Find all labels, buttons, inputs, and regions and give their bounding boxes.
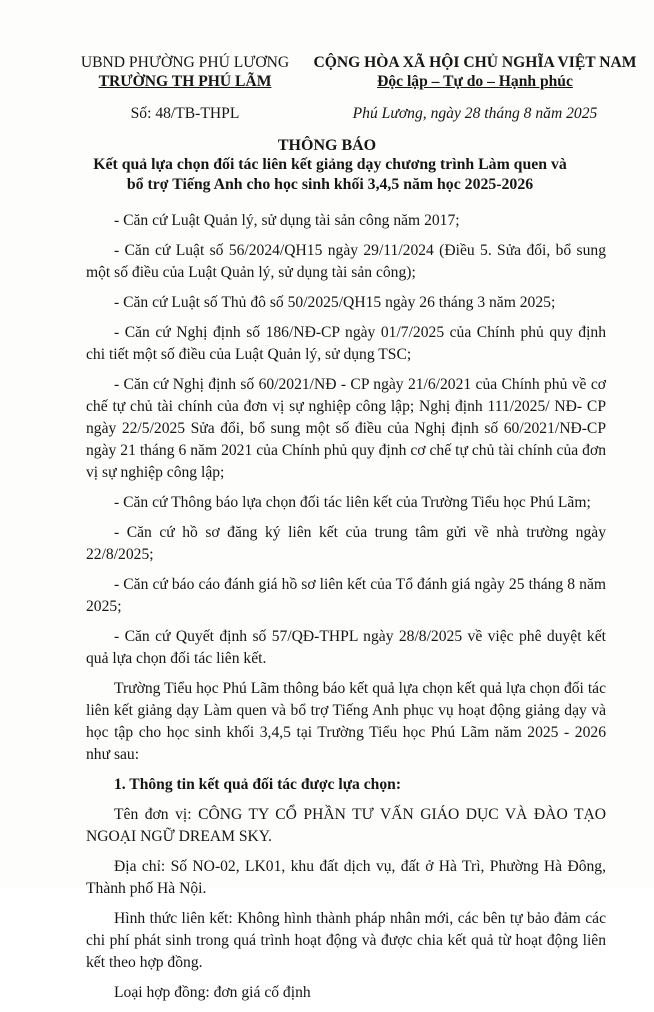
header-row-3	[0, 103, 654, 123]
header-row-2	[0, 71, 654, 91]
paragraph: - Căn cứ Luật số Thủ đô số 50/2025/QH15 ngày 26 tháng 3 năm 2025;	[114, 294, 556, 311]
section-heading: 1. Thông tin kết quả đối tác được lựa chọn:	[114, 776, 402, 793]
paragraph: Trường Tiểu học Phú Lãm thông báo kết quả lựa chọn kết quả lựa chọn đối tác liên kết giảng dạy Làm quen và bổ trợ Tiếng Anh phục vụ hoạt động giảng dạy và học tập cho học sinh khối 3,4,5 tại Trường Tiểu học Phú Lãm năm 2025 - 2026 như sau:	[86, 680, 606, 763]
issuing-agency: UBND PHƯỜNG PHÚ LƯƠNG	[80, 54, 290, 71]
paragraph: - Căn cứ Luật Quản lý, sử dụng tài sản công năm 2017;	[114, 212, 460, 229]
header-row-1	[0, 52, 654, 72]
national-motto: Độc lập – Tự do – Hạnh phúc	[377, 73, 573, 90]
document-title: THÔNG BÁO	[277, 137, 377, 154]
paragraph: - Căn cứ báo cáo đánh giá hồ sơ liên kết của Tổ đánh giá ngày 25 tháng 8 năm 2025;	[86, 576, 606, 615]
paragraph: - Căn cứ hồ sơ đăng ký liên kết của trung tâm gửi về nhà trường ngày 22/8/2025;	[86, 524, 606, 563]
partner-unit-name: Tên đơn vị: CÔNG TY CỔ PHẦN TƯ VẤN GIÁO DỤC VÀ ĐÀO TẠO NGOẠI NGỮ DREAM SKY.	[86, 806, 606, 845]
partner-address: Địa chỉ: Số NO-02, LK01, khu đất dịch vụ, đất ở Hà Trì, Phường Hà Đông, Thành phố Hà Nội.	[86, 858, 606, 897]
republic-name: CỘNG HÒA XÃ HỘI CHỦ NGHĨA VIỆT NAM	[313, 54, 637, 71]
paragraph: - Căn cứ Luật số 56/2024/QH15 ngày 29/11/2024 (Điều 5. Sửa đổi, bổ sung một số điều của Luật Quản lý, sử dụng tài sản công);	[86, 242, 606, 281]
school-name: TRƯỜNG TH PHÚ LÃM	[98, 73, 272, 90]
paragraph: - Căn cứ Nghị định số 186/NĐ-CP ngày 01/7/2025 của Chính phủ quy định chi tiết một số điều của Luật Quản lý, sử dụng TSC;	[86, 324, 606, 363]
issue-date: Phú Lương, ngày 28 tháng 8 năm 2025	[352, 105, 598, 122]
paragraph: - Căn cứ Thông báo lựa chọn đối tác liên kết của Trường Tiểu học Phú Lãm;	[114, 494, 591, 511]
document-number: Số: 48/TB-THPL	[130, 105, 240, 122]
paragraph: - Căn cứ Quyết định số 57/QĐ-THPL ngày 28/8/2025 về việc phê duyệt kết quả lựa chọn đối tác liên kết.	[86, 628, 606, 667]
paragraph: - Căn cứ Nghị định số 60/2021/NĐ - CP ngày 21/6/2021 của Chính phủ về cơ chế tự chủ tài chính của đơn vị sự nghiệp công lập; Nghị định 111/2025/ NĐ- CP ngày 22/5/2025 Sửa đổi, bổ sung một số điều của Nghị định số 60/2021/NĐ-CP ngày 21 tháng 6 năm 2021 của Chính phủ quy định cơ chế tự chủ tài chính của đơn vị sự nghiệp công lập;	[86, 376, 606, 481]
document-subtitle: Kết quả lựa chọn đối tác liên kết giảng dạy chương trình Làm quen và bổ trợ Tiếng Anh cho học sinh khối 3,4,5 năm học 2025-2026	[93, 156, 567, 193]
contract-type: Loại hợp đồng: đơn giá cố định	[114, 984, 311, 1001]
partnership-form: Hình thức liên kết: Không hình thành pháp nhân mới, các bên tự bảo đảm các chi phí phát sinh trong quá trình hoạt động và được chia kết quả từ hoạt động liên kết theo hợp đồng.	[86, 910, 606, 971]
document-body	[86, 210, 606, 1012]
